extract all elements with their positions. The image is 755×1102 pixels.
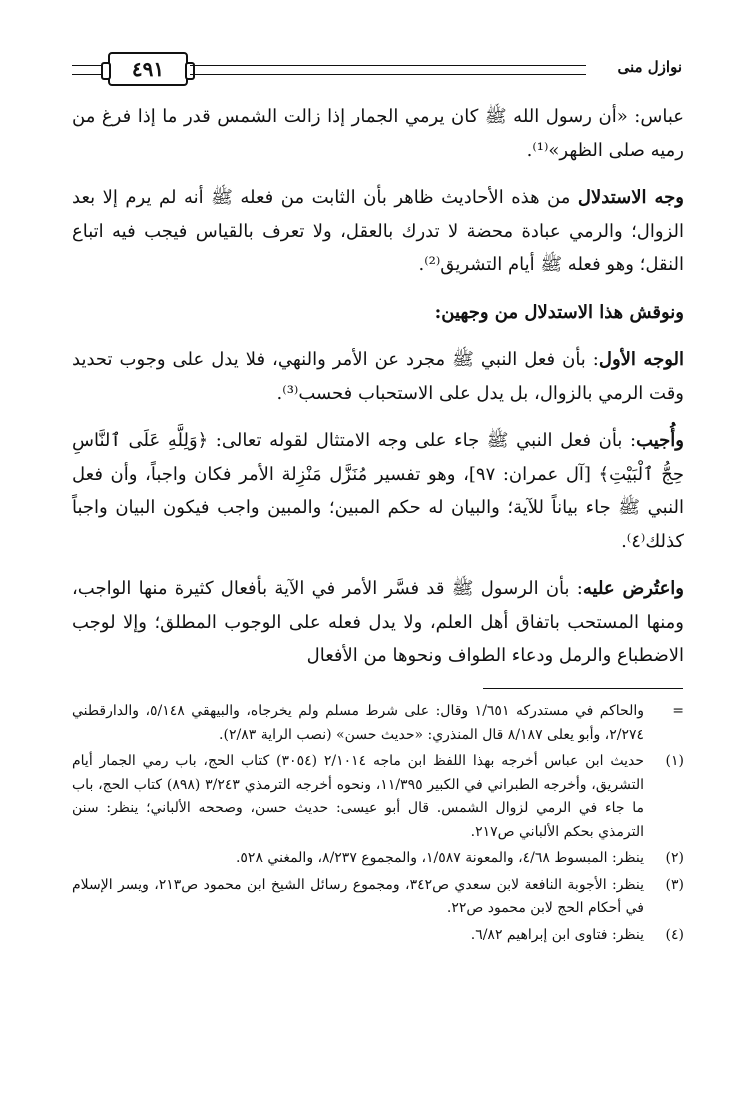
running-title: نوازل منى xyxy=(617,58,682,76)
footnotes xyxy=(72,700,684,950)
paragraph xyxy=(72,572,684,673)
paragraph xyxy=(72,343,684,410)
footnote-number: (٣) xyxy=(665,876,684,893)
paragraph-label: وأُجيب xyxy=(636,430,684,451)
paragraph-text: : بأن الرسول ﷺ قد فسَّر الأمر في الآية بأفعال كثيرة منها الواجب، ومنها المستحب باتفاق أهل العلم، ولا يدل فعله على الوجوب المطلق؛ وإلا لوجب الاضطباع والرمل ودعاء الطواف ونحوها من الأفعال xyxy=(72,578,684,666)
main-text xyxy=(72,100,684,673)
paragraph-label: الوجه الأول xyxy=(598,349,684,370)
footnote xyxy=(72,700,684,747)
header-rule xyxy=(190,65,586,75)
footnote-text: ينظر: فتاوى ابن إبراهيم ٦/٨٢. xyxy=(470,926,644,943)
footnote xyxy=(72,847,684,871)
footnote-text: ينظر: الأجوبة النافعة لابن سعدي ص٣٤٢، ومجموع رسائل الشيخ ابن محمود ص٢١٣، ويسر الإسلام في أحكام الحج لابن محمود ص٢٢. xyxy=(72,876,644,916)
page-number: ٤٩١ xyxy=(131,57,165,81)
footnote-text: حديث ابن عباس أخرجه بهذا اللفظ ابن ماجه ٢/١٠١٤ (٣٠٥٤) كتاب الحج، باب رمي الجمار أيام التشريق، وأخرجه الطبراني في الكبير ١١/٣٩٥، ونحوه أخرجه الترمذي ٣/٢٤٣ (٨٩٨) كتاب الحج، باب ما جاء في الرمي لزوال الشمس. قال أبو عيسى: حديث حسن، وصححه الألباني؛ ينظر: سنن الترمذي بحكم الألباني ص٢١٧. xyxy=(72,753,644,840)
footnote-text: والحاكم في مستدركه ١/٦٥١ وقال: على شرط مسلم ولم يخرجاه، والبيهقي ٥/١٤٨، والدارقطني ٢/٢٧٤، وأبو يعلى ٨/١٨٧ قال المنذري: «حديث حسن» (نصب الراية ٢/٨٣). xyxy=(72,703,644,743)
footnote-divider xyxy=(483,688,683,689)
header-rule-left xyxy=(72,65,102,75)
paragraph-label: وجه الاستدلال xyxy=(577,187,684,208)
paragraph-text: : بأن فعل النبي ﷺ جاء على وجه الامتثال لقوله تعالى: ﴿وَلِلَّهِ عَلَى ٱلنَّاسِ حِجُّ ٱلْبَيْتِ﴾ [آل عمران: ٩٧]، وهو تفسير مُنَزَّل مَنْزِلة الأمر فكان واجباً، وأن فعل النبي ﷺ جاء بياناً للآية؛ والبيان له حكم المبين؛ والمبين واجب فيكون البيان واجباً كذلك⁽٤⁾. xyxy=(72,430,684,552)
footnote xyxy=(72,874,684,921)
footnote xyxy=(72,750,684,844)
footnote-number: (٤) xyxy=(665,926,684,943)
footnote-number: (٢) xyxy=(665,850,684,866)
section-heading: ونوقش هذا الاستدلال من وجهين: xyxy=(434,301,684,323)
footnote xyxy=(72,924,684,948)
paragraph-text: : بأن فعل النبي ﷺ مجرد عن الأمر والنهي، فلا يدل على وجوب تحديد وقت الرمي بالزوال، بل يدل على الاستحباب فحسب⁽³⁾. xyxy=(72,349,684,404)
paragraph-text: من هذه الأحاديث ظاهر بأن الثابت من فعله ﷺ أنه لم يرم إلا بعد الزوال؛ والرمي عبادة محضة لا تدرك بالعقل، ولا تعرف بالقياس فيجب فيه اتباع النقل؛ وهو فعله ﷺ أيام التشريق⁽²⁾. xyxy=(72,187,684,275)
footnote-text: ينظر: المبسوط ٤/٦٨، والمعونة ١/٥٨٧، والمجموع ٨/٢٣٧، والمغني ٥٢٨. xyxy=(235,850,644,866)
paragraph xyxy=(72,181,684,282)
footnote-number: = xyxy=(672,703,684,719)
paragraph-text: عباس: «أن رسول الله ﷺ كان يرمي الجمار إذا زالت الشمس قدر ما إذا فرغ من رميه صلى الظهر»⁽¹⁾. xyxy=(72,106,684,161)
paragraph-label: واعتُرض عليه xyxy=(582,578,684,599)
page-number-frame xyxy=(108,52,188,86)
paragraph xyxy=(72,100,684,167)
paragraph xyxy=(72,424,684,558)
page-header xyxy=(72,50,682,96)
footnote-number: (١) xyxy=(665,753,684,769)
